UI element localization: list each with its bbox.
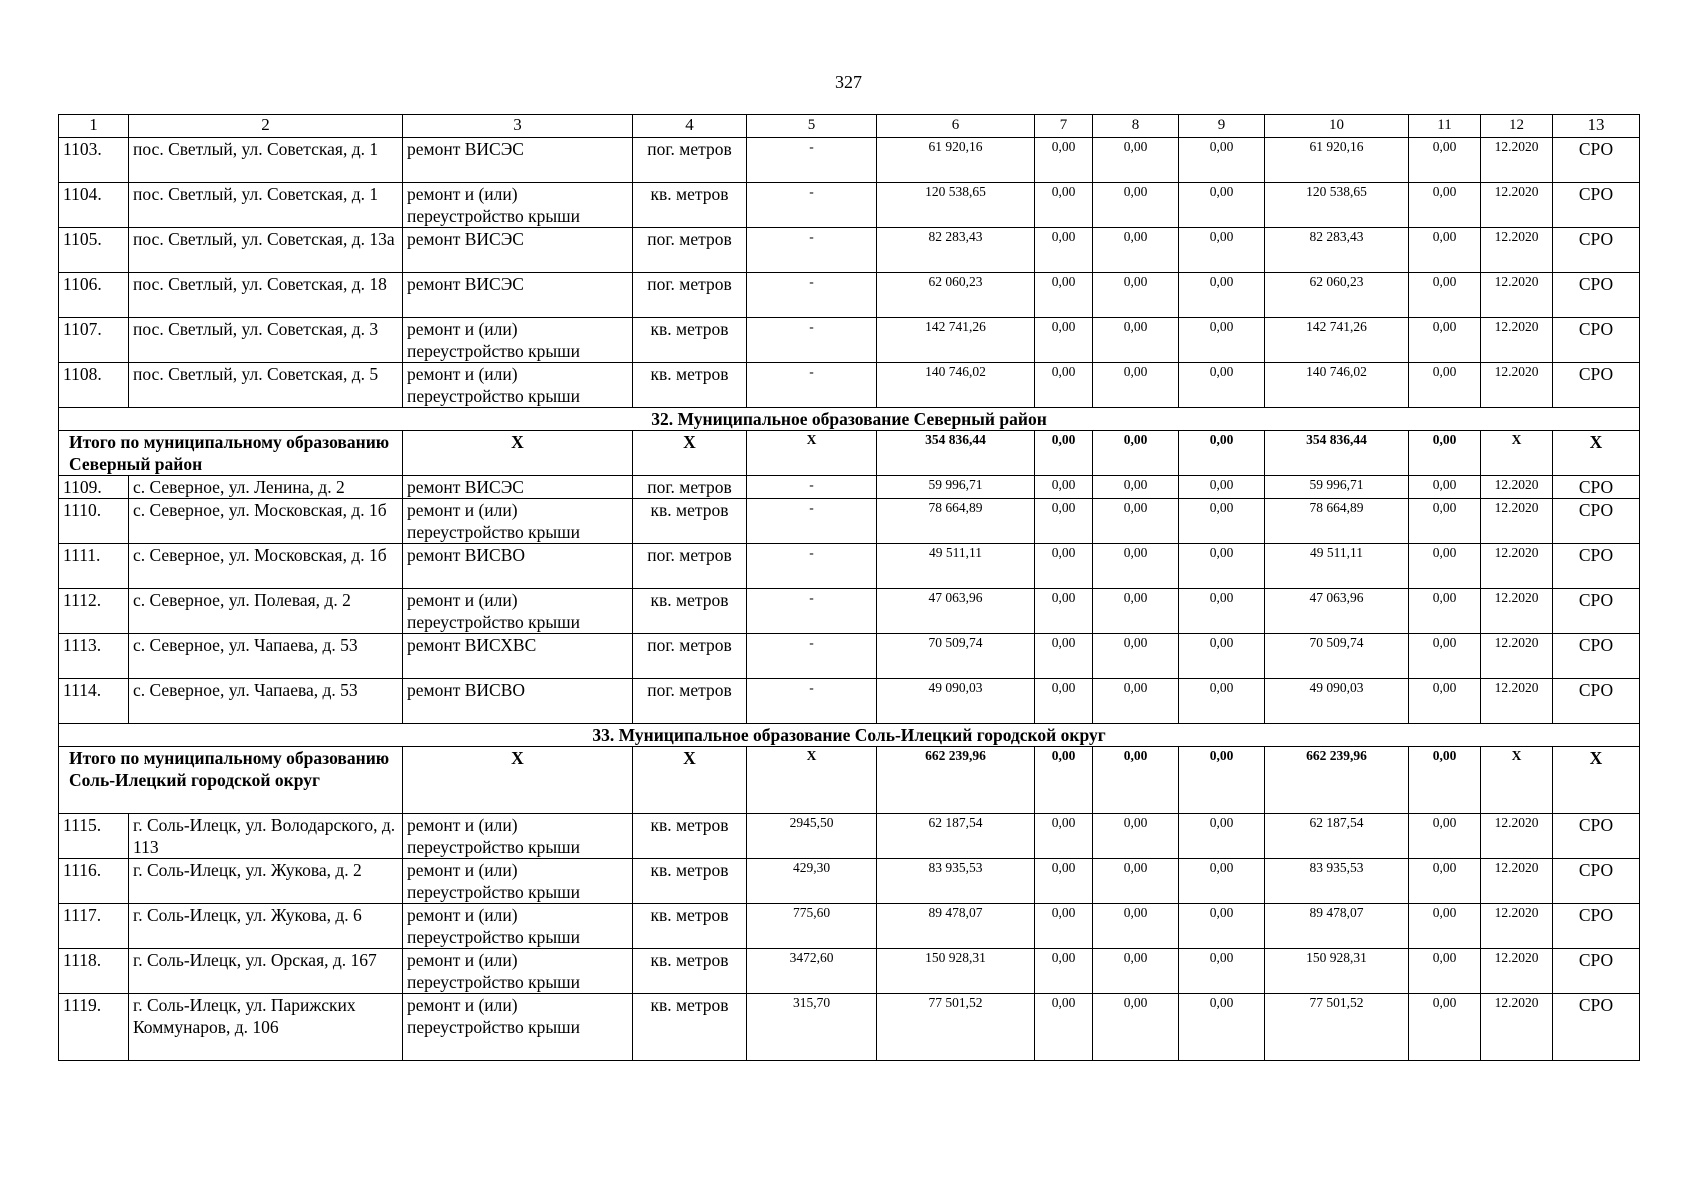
total-cell-5: X [747,747,877,814]
row-number: 1118. [59,949,129,994]
value-cell-10: 78 664,89 [1265,499,1409,544]
value-cell-9: 0,00 [1179,476,1265,499]
value-cell-7: 0,00 [1035,994,1093,1061]
table-row [59,949,1640,994]
total-cell-8: 0,00 [1093,431,1179,476]
column-number-10: 10 [1265,115,1409,138]
unit-cell: кв. метров [633,814,747,859]
value-cell-9: 0,00 [1179,859,1265,904]
row-number: 1107. [59,318,129,363]
value-cell-7: 0,00 [1035,634,1093,679]
value-cell-11: 0,00 [1409,138,1481,183]
total-row [59,747,1640,814]
address-cell: с. Северное, ул. Московская, д. 1б [129,544,403,589]
value-cell-7: 0,00 [1035,476,1093,499]
column-number-4: 4 [633,115,747,138]
work-type-cell: ремонт и (или) переустройство крыши [403,994,633,1061]
column-number-6: 6 [877,115,1035,138]
work-type-cell: ремонт и (или) переустройство крыши [403,859,633,904]
total-cell-5: X [747,431,877,476]
value-cell-11: 0,00 [1409,679,1481,724]
section-header-row [59,724,1640,747]
unit-cell: кв. метров [633,949,747,994]
table-row [59,634,1640,679]
value-cell-9: 0,00 [1179,949,1265,994]
section-title: 33. Муниципальное образование Соль-Илецкий городской округ [59,724,1640,747]
unit-cell: кв. метров [633,183,747,228]
column-number-12: 12 [1481,115,1553,138]
value-cell-9: 0,00 [1179,363,1265,408]
table-row [59,589,1640,634]
value-cell-7: 0,00 [1035,904,1093,949]
value-cell-12: 12.2020 [1481,138,1553,183]
total-cell-4: X [633,431,747,476]
value-cell-12: 12.2020 [1481,949,1553,994]
work-type-cell: ремонт и (или) переустройство крыши [403,904,633,949]
unit-cell: кв. метров [633,589,747,634]
total-cell-13: X [1553,431,1640,476]
address-cell: пос. Светлый, ул. Советская, д. 1 [129,183,403,228]
executor-cell: СРО [1553,318,1640,363]
total-cell-6: 662 239,96 [877,747,1035,814]
value-cell-10: 89 478,07 [1265,904,1409,949]
table-row [59,273,1640,318]
value-cell-5: - [747,634,877,679]
work-type-cell: ремонт ВИСЭС [403,476,633,499]
total-cell-9: 0,00 [1179,747,1265,814]
value-cell-11: 0,00 [1409,499,1481,544]
value-cell-7: 0,00 [1035,228,1093,273]
unit-cell: пог. метров [633,634,747,679]
total-cell-3: X [403,747,633,814]
value-cell-11: 0,00 [1409,589,1481,634]
value-cell-5: - [747,679,877,724]
row-number: 1117. [59,904,129,949]
row-number: 1116. [59,859,129,904]
column-number-5: 5 [747,115,877,138]
address-cell: г. Соль-Илецк, ул. Володарского, д. 113 [129,814,403,859]
value-cell-12: 12.2020 [1481,273,1553,318]
executor-cell: СРО [1553,814,1640,859]
value-cell-6: 83 935,53 [877,859,1035,904]
value-cell-12: 12.2020 [1481,499,1553,544]
value-cell-10: 59 996,71 [1265,476,1409,499]
address-cell: с. Северное, ул. Полевая, д. 2 [129,589,403,634]
value-cell-7: 0,00 [1035,138,1093,183]
value-cell-8: 0,00 [1093,589,1179,634]
value-cell-10: 82 283,43 [1265,228,1409,273]
value-cell-11: 0,00 [1409,949,1481,994]
table-row [59,138,1640,183]
address-cell: г. Соль-Илецк, ул. Жукова, д. 6 [129,904,403,949]
total-cell-7: 0,00 [1035,747,1093,814]
value-cell-11: 0,00 [1409,318,1481,363]
value-cell-6: 61 920,16 [877,138,1035,183]
value-cell-11: 0,00 [1409,476,1481,499]
value-cell-7: 0,00 [1035,859,1093,904]
value-cell-6: 140 746,02 [877,363,1035,408]
value-cell-9: 0,00 [1179,273,1265,318]
table-row [59,183,1640,228]
value-cell-11: 0,00 [1409,183,1481,228]
value-cell-8: 0,00 [1093,476,1179,499]
executor-cell: СРО [1553,228,1640,273]
value-cell-12: 12.2020 [1481,634,1553,679]
value-cell-7: 0,00 [1035,679,1093,724]
value-cell-9: 0,00 [1179,904,1265,949]
total-cell-8: 0,00 [1093,747,1179,814]
total-cell-13: X [1553,747,1640,814]
value-cell-5: - [747,476,877,499]
address-cell: г. Соль-Илецк, ул. Парижских Коммунаров, д. 106 [129,994,403,1061]
value-cell-12: 12.2020 [1481,228,1553,273]
total-cell-10: 354 836,44 [1265,431,1409,476]
value-cell-10: 62 187,54 [1265,814,1409,859]
row-number: 1109. [59,476,129,499]
value-cell-5: - [747,183,877,228]
value-cell-12: 12.2020 [1481,476,1553,499]
value-cell-8: 0,00 [1093,228,1179,273]
executor-cell: СРО [1553,499,1640,544]
value-cell-9: 0,00 [1179,318,1265,363]
table-row [59,228,1640,273]
value-cell-8: 0,00 [1093,138,1179,183]
total-cell-10: 662 239,96 [1265,747,1409,814]
value-cell-6: 59 996,71 [877,476,1035,499]
value-cell-11: 0,00 [1409,904,1481,949]
value-cell-7: 0,00 [1035,183,1093,228]
value-cell-9: 0,00 [1179,138,1265,183]
row-number: 1119. [59,994,129,1061]
value-cell-6: 82 283,43 [877,228,1035,273]
unit-cell: пог. метров [633,476,747,499]
value-cell-12: 12.2020 [1481,183,1553,228]
value-cell-9: 0,00 [1179,814,1265,859]
value-cell-12: 12.2020 [1481,994,1553,1061]
address-cell: г. Соль-Илецк, ул. Орская, д. 167 [129,949,403,994]
work-type-cell: ремонт ВИСВО [403,544,633,589]
executor-cell: СРО [1553,273,1640,318]
value-cell-11: 0,00 [1409,273,1481,318]
table-row [59,363,1640,408]
table-row [59,859,1640,904]
value-cell-12: 12.2020 [1481,589,1553,634]
value-cell-10: 150 928,31 [1265,949,1409,994]
value-cell-5: 775,60 [747,904,877,949]
value-cell-11: 0,00 [1409,634,1481,679]
value-cell-8: 0,00 [1093,318,1179,363]
unit-cell: пог. метров [633,228,747,273]
total-cell-12: X [1481,747,1553,814]
total-cell-11: 0,00 [1409,431,1481,476]
row-number: 1106. [59,273,129,318]
column-number-3: 3 [403,115,633,138]
column-number-8: 8 [1093,115,1179,138]
executor-cell: СРО [1553,904,1640,949]
column-number-9: 9 [1179,115,1265,138]
value-cell-5: 2945,50 [747,814,877,859]
value-cell-5: - [747,228,877,273]
value-cell-6: 120 538,65 [877,183,1035,228]
value-cell-9: 0,00 [1179,228,1265,273]
work-type-cell: ремонт и (или) переустройство крыши [403,589,633,634]
value-cell-10: 47 063,96 [1265,589,1409,634]
total-cell-3: X [403,431,633,476]
value-cell-5: - [747,318,877,363]
value-cell-6: 49 511,11 [877,544,1035,589]
value-cell-8: 0,00 [1093,814,1179,859]
total-cell-9: 0,00 [1179,431,1265,476]
column-number-row [59,115,1640,138]
address-cell: с. Северное, ул. Московская, д. 1б [129,499,403,544]
value-cell-8: 0,00 [1093,183,1179,228]
value-cell-10: 61 920,16 [1265,138,1409,183]
total-cell-12: X [1481,431,1553,476]
value-cell-5: - [747,363,877,408]
value-cell-7: 0,00 [1035,814,1093,859]
value-cell-11: 0,00 [1409,363,1481,408]
value-cell-7: 0,00 [1035,273,1093,318]
work-type-cell: ремонт ВИСХВС [403,634,633,679]
value-cell-12: 12.2020 [1481,544,1553,589]
value-cell-8: 0,00 [1093,859,1179,904]
value-cell-6: 150 928,31 [877,949,1035,994]
value-cell-8: 0,00 [1093,363,1179,408]
value-cell-11: 0,00 [1409,544,1481,589]
executor-cell: СРО [1553,363,1640,408]
value-cell-10: 49 511,11 [1265,544,1409,589]
executor-cell: СРО [1553,544,1640,589]
address-cell: пос. Светлый, ул. Советская, д. 5 [129,363,403,408]
value-cell-10: 120 538,65 [1265,183,1409,228]
total-cell-11: 0,00 [1409,747,1481,814]
value-cell-7: 0,00 [1035,363,1093,408]
value-cell-8: 0,00 [1093,499,1179,544]
total-cell-4: X [633,747,747,814]
row-number: 1108. [59,363,129,408]
unit-cell: кв. метров [633,904,747,949]
column-number-13: 13 [1553,115,1640,138]
value-cell-10: 140 746,02 [1265,363,1409,408]
value-cell-5: - [747,589,877,634]
table-row [59,499,1640,544]
value-cell-12: 12.2020 [1481,318,1553,363]
address-cell: пос. Светлый, ул. Советская, д. 1 [129,138,403,183]
table-row [59,318,1640,363]
value-cell-11: 0,00 [1409,228,1481,273]
value-cell-11: 0,00 [1409,994,1481,1061]
section-title: 32. Муниципальное образование Северный район [59,408,1640,431]
value-cell-9: 0,00 [1179,589,1265,634]
value-cell-9: 0,00 [1179,994,1265,1061]
work-type-cell: ремонт и (или) переустройство крыши [403,949,633,994]
table-row [59,814,1640,859]
address-cell: с. Северное, ул. Чапаева, д. 53 [129,679,403,724]
value-cell-8: 0,00 [1093,949,1179,994]
value-cell-5: 429,30 [747,859,877,904]
section-header-row [59,408,1640,431]
table-row [59,679,1640,724]
value-cell-6: 62 060,23 [877,273,1035,318]
total-title: Итого по муниципальному образованию Соль-Илецкий городской округ [59,747,403,814]
value-cell-12: 12.2020 [1481,679,1553,724]
work-type-cell: ремонт ВИСЭС [403,228,633,273]
address-cell: пос. Светлый, ул. Советская, д. 18 [129,273,403,318]
total-title: Итого по муниципальному образованию Северный район [59,431,403,476]
unit-cell: кв. метров [633,499,747,544]
executor-cell: СРО [1553,679,1640,724]
work-type-cell: ремонт и (или) переустройство крыши [403,499,633,544]
value-cell-12: 12.2020 [1481,904,1553,949]
value-cell-5: - [747,273,877,318]
address-cell: г. Соль-Илецк, ул. Жукова, д. 2 [129,859,403,904]
value-cell-8: 0,00 [1093,273,1179,318]
page-number: 327 [835,72,862,92]
value-cell-6: 77 501,52 [877,994,1035,1061]
value-cell-9: 0,00 [1179,499,1265,544]
work-type-cell: ремонт ВИСЭС [403,273,633,318]
executor-cell: СРО [1553,589,1640,634]
value-cell-8: 0,00 [1093,544,1179,589]
row-number: 1113. [59,634,129,679]
total-cell-7: 0,00 [1035,431,1093,476]
value-cell-6: 78 664,89 [877,499,1035,544]
table-row [59,476,1640,499]
value-cell-7: 0,00 [1035,499,1093,544]
table-row [59,994,1640,1061]
value-cell-10: 70 509,74 [1265,634,1409,679]
value-cell-5: 315,70 [747,994,877,1061]
row-number: 1115. [59,814,129,859]
table-row [59,544,1640,589]
address-cell: с. Северное, ул. Чапаева, д. 53 [129,634,403,679]
unit-cell: пог. метров [633,273,747,318]
column-number-11: 11 [1409,115,1481,138]
value-cell-8: 0,00 [1093,904,1179,949]
value-cell-6: 70 509,74 [877,634,1035,679]
unit-cell: кв. метров [633,363,747,408]
value-cell-6: 49 090,03 [877,679,1035,724]
executor-cell: СРО [1553,859,1640,904]
work-type-cell: ремонт ВИСЭС [403,138,633,183]
program-table [58,114,1640,1061]
work-type-cell: ремонт ВИСВО [403,679,633,724]
value-cell-12: 12.2020 [1481,859,1553,904]
unit-cell: кв. метров [633,859,747,904]
row-number: 1103. [59,138,129,183]
column-number-1: 1 [59,115,129,138]
work-type-cell: ремонт и (или) переустройство крыши [403,183,633,228]
value-cell-11: 0,00 [1409,859,1481,904]
value-cell-7: 0,00 [1035,589,1093,634]
executor-cell: СРО [1553,634,1640,679]
executor-cell: СРО [1553,949,1640,994]
executor-cell: СРО [1553,476,1640,499]
value-cell-10: 142 741,26 [1265,318,1409,363]
value-cell-9: 0,00 [1179,634,1265,679]
value-cell-10: 62 060,23 [1265,273,1409,318]
unit-cell: кв. метров [633,994,747,1061]
table-row [59,904,1640,949]
value-cell-8: 0,00 [1093,994,1179,1061]
address-cell: пос. Светлый, ул. Советская, д. 3 [129,318,403,363]
value-cell-6: 89 478,07 [877,904,1035,949]
row-number: 1110. [59,499,129,544]
unit-cell: кв. метров [633,318,747,363]
value-cell-5: - [747,544,877,589]
executor-cell: СРО [1553,138,1640,183]
address-cell: пос. Светлый, ул. Советская, д. 13а [129,228,403,273]
value-cell-6: 142 741,26 [877,318,1035,363]
row-number: 1112. [59,589,129,634]
value-cell-10: 77 501,52 [1265,994,1409,1061]
value-cell-7: 0,00 [1035,318,1093,363]
unit-cell: пог. метров [633,138,747,183]
row-number: 1111. [59,544,129,589]
value-cell-7: 0,00 [1035,544,1093,589]
value-cell-12: 12.2020 [1481,363,1553,408]
row-number: 1104. [59,183,129,228]
unit-cell: пог. метров [633,679,747,724]
value-cell-5: 3472,60 [747,949,877,994]
address-cell: с. Северное, ул. Ленина, д. 2 [129,476,403,499]
value-cell-8: 0,00 [1093,679,1179,724]
total-cell-6: 354 836,44 [877,431,1035,476]
value-cell-9: 0,00 [1179,679,1265,724]
unit-cell: пог. метров [633,544,747,589]
value-cell-9: 0,00 [1179,183,1265,228]
value-cell-10: 49 090,03 [1265,679,1409,724]
value-cell-10: 83 935,53 [1265,859,1409,904]
executor-cell: СРО [1553,183,1640,228]
total-row [59,431,1640,476]
value-cell-5: - [747,138,877,183]
column-number-7: 7 [1035,115,1093,138]
value-cell-6: 62 187,54 [877,814,1035,859]
row-number: 1105. [59,228,129,273]
value-cell-9: 0,00 [1179,544,1265,589]
value-cell-7: 0,00 [1035,949,1093,994]
value-cell-6: 47 063,96 [877,589,1035,634]
work-type-cell: ремонт и (или) переустройство крыши [403,318,633,363]
column-number-2: 2 [129,115,403,138]
value-cell-8: 0,00 [1093,634,1179,679]
work-type-cell: ремонт и (или) переустройство крыши [403,363,633,408]
value-cell-11: 0,00 [1409,814,1481,859]
work-type-cell: ремонт и (или) переустройство крыши [403,814,633,859]
table-body [59,115,1640,1061]
value-cell-5: - [747,499,877,544]
row-number: 1114. [59,679,129,724]
executor-cell: СРО [1553,994,1640,1061]
value-cell-12: 12.2020 [1481,814,1553,859]
